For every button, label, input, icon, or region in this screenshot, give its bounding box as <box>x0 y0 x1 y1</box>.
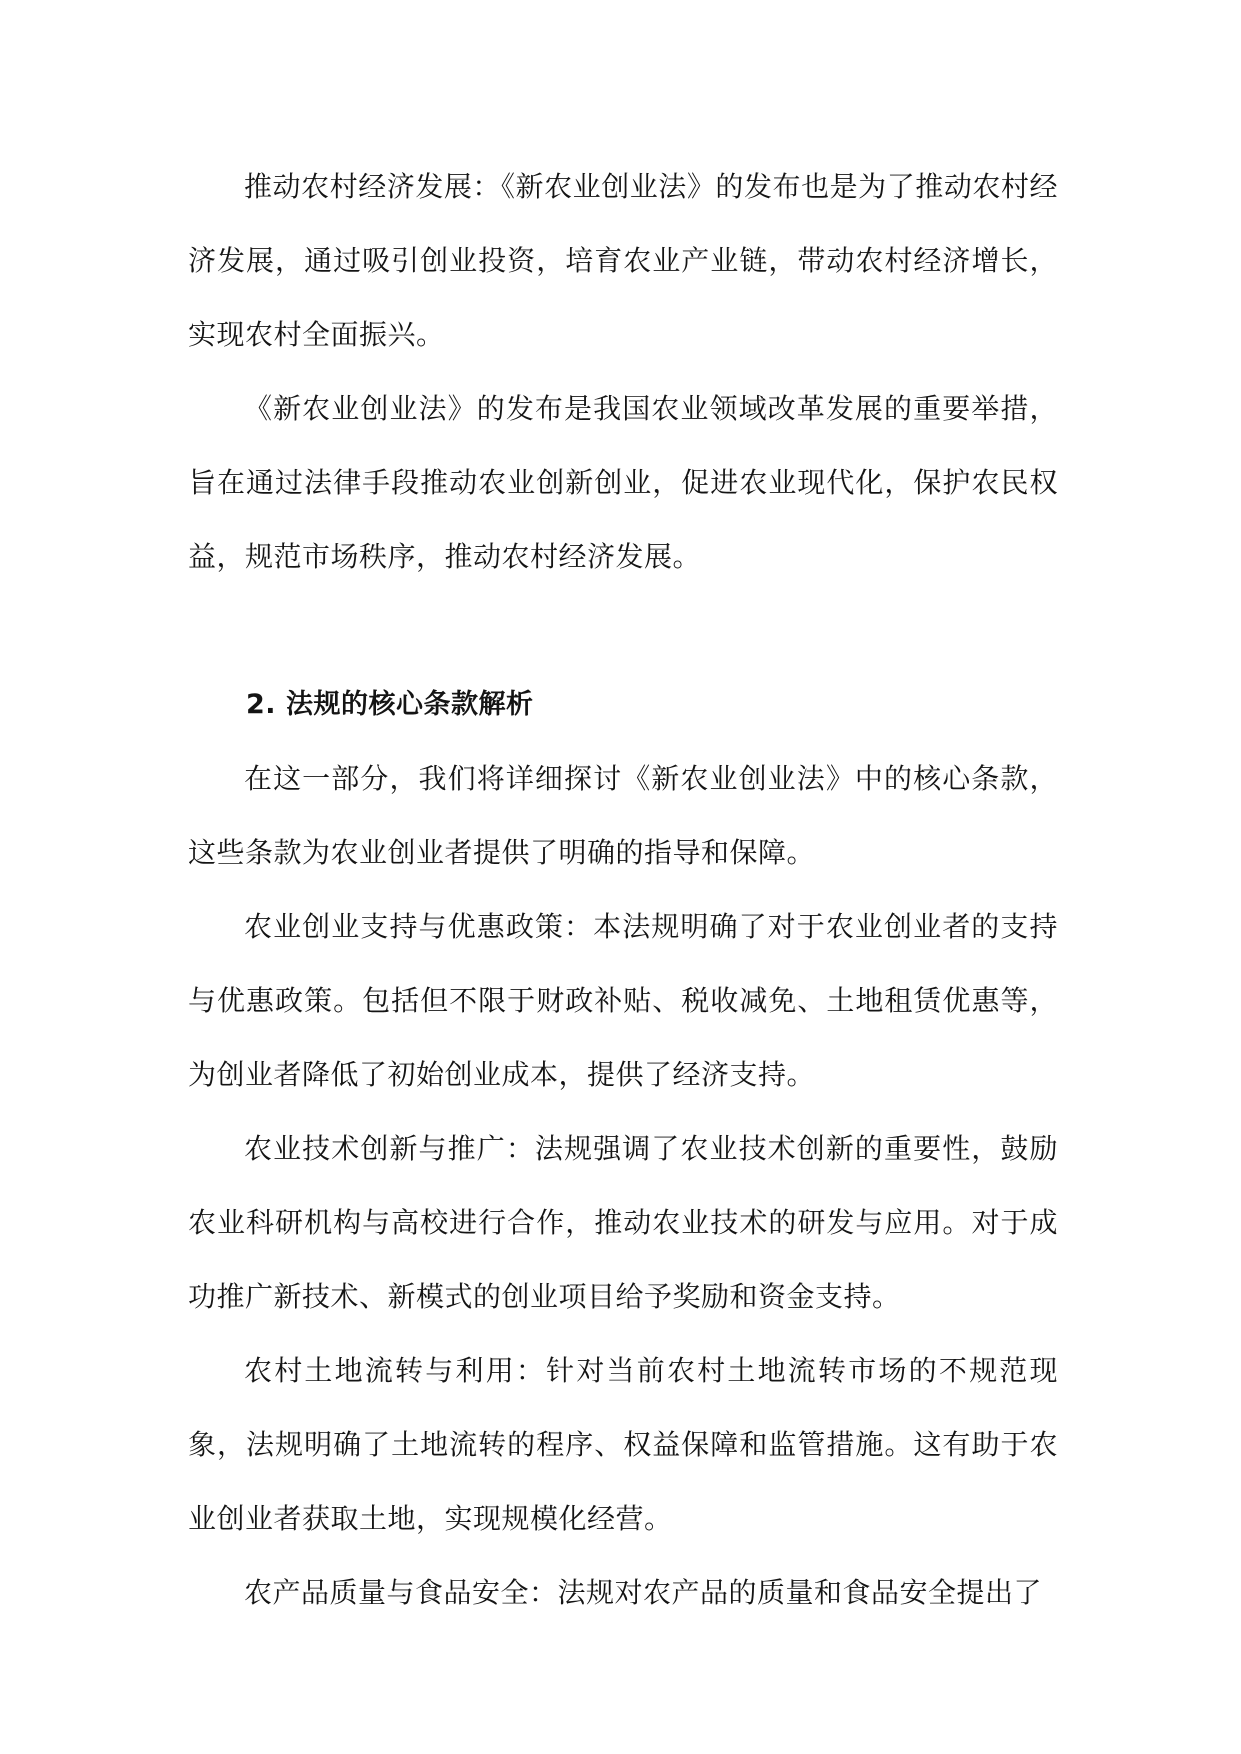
paragraph-tech-innovation: 农业技术创新与推广：法规强调了农业技术创新的重要性，鼓励农业科研机构与高校进行合作，推动农业技术的研发与应用。对于成功推广新技术、新模式的创业项目给予奖励和资金支持。 <box>188 1132 1058 1313</box>
paragraph-support-policy: 农业创业支持与优惠政策：本法规明确了对于农业创业者的支持与优惠政策。包括但不限于财政补贴、税收减免、土地租赁优惠等，为创业者降低了初始创业成本，提供了经济支持。 <box>188 910 1058 1091</box>
section-number: 2. <box>246 689 277 720</box>
paragraph-land-transfer: 农村土地流转与利用：针对当前农村土地流转市场的不规范现象，法规明确了土地流转的程序、权益保障和监管措施。这有助于农业创业者获取土地，实现规模化经营。 <box>188 1354 1058 1535</box>
paragraph-food-safety: 农产品质量与食品安全：法规对农产品的质量和食品安全提出了 <box>244 1576 1043 1609</box>
paragraph-intro: 在这一部分，我们将详细探讨《新农业创业法》中的核心条款，这些条款为农业创业者提供了明确的指导和保障。 <box>188 762 1058 869</box>
section-title: 法规的核心条款解析 <box>285 689 534 720</box>
document-body <box>188 150 1058 1630</box>
paragraph-rural-economy: 推动农村经济发展：《新农业创业法》的发布也是为了推动农村经济发展，通过吸引创业投资，培育农业产业链，带动农村经济增长，实现农村全面振兴。 <box>188 170 1058 351</box>
paragraph-summary: 《新农业创业法》的发布是我国农业领域改革发展的重要举措，旨在通过法律手段推动农业创新创业，促进农业现代化，保护农民权益，规范市场秩序，推动农村经济发展。 <box>188 392 1058 573</box>
section-heading <box>188 668 1058 742</box>
section-spacer <box>188 594 1058 668</box>
